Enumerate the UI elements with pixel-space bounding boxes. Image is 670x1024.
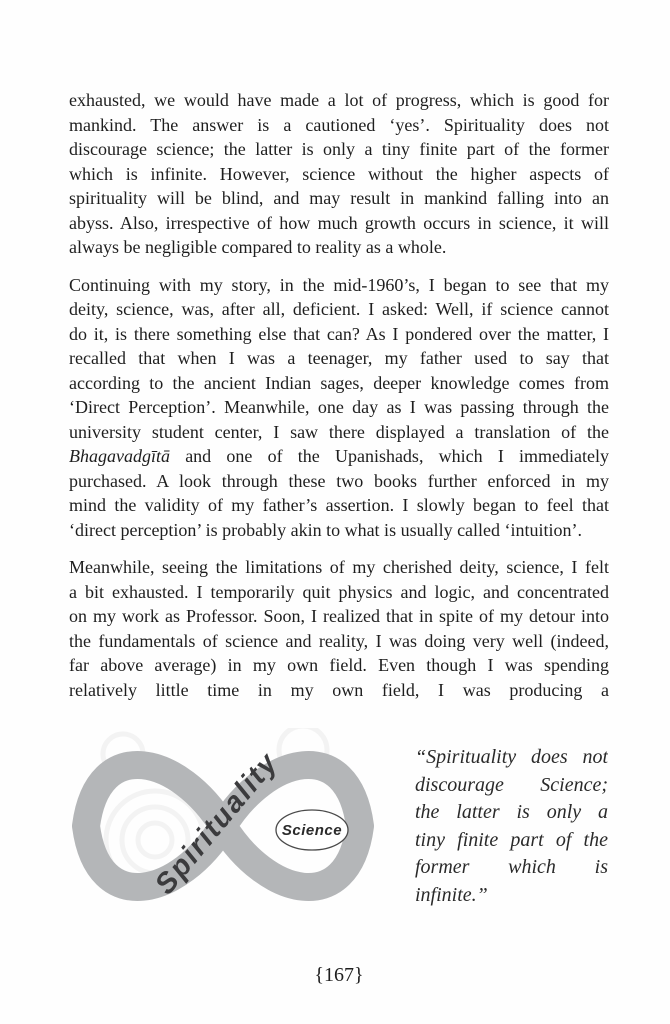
text-line: do it, is there something else that can? As I pondered over the matter, I bbox=[69, 323, 609, 344]
text-line: the fundamentals of science and reality, I was doing very well (indeed, bbox=[69, 630, 609, 651]
text-line: infinite.” bbox=[415, 883, 488, 906]
text-line: tiny finite part of the bbox=[415, 828, 608, 851]
pull-quote bbox=[415, 744, 608, 909]
text-line: deity, science, was, after all, deficient. I asked: Well, if science cannot bbox=[69, 299, 609, 319]
text-line: abyss. Also, irrespective of how much growth occurs in science, it will bbox=[69, 212, 609, 233]
text-line: ‘Direct Perception’. Meanwhile, one day as I was passing through the bbox=[69, 397, 609, 417]
paragraph bbox=[69, 555, 609, 702]
text-line: relatively little time in my own field, I was producing a bbox=[69, 679, 609, 700]
text-line: purchased. A look through these two books further enforced in my bbox=[69, 470, 609, 491]
text-line: Bhagavadgītā and one of the Upanishads, which I immediately bbox=[69, 446, 609, 466]
infinity-figure bbox=[69, 728, 609, 924]
text-line: far above average) in my own field. Even though I was spending bbox=[69, 655, 609, 675]
text-line: university student center, I saw there displayed a translation of the bbox=[69, 421, 609, 442]
text-line: former which is bbox=[415, 856, 608, 878]
text-line: always be negligible compared to reality as a whole. bbox=[69, 237, 447, 257]
text-line: recalled that when I was a teenager, my father used to say that bbox=[69, 348, 609, 368]
text-line: discourage science; the latter is only a tiny finite part of the former bbox=[69, 139, 609, 159]
text-line: a bit exhausted. I temporarily quit physics and logic, and concentrated bbox=[69, 581, 609, 602]
body-text bbox=[69, 88, 609, 702]
spirituality-label: Spirituality bbox=[148, 746, 285, 901]
text-line: on my work as Professor. Soon, I realized that in spite of my detour into bbox=[69, 606, 609, 626]
text-line: mankind. The answer is a cautioned ‘yes’. Spirituality does not bbox=[69, 114, 609, 135]
paragraph bbox=[69, 88, 609, 260]
page-number: {167} bbox=[314, 964, 364, 986]
text-line: the latter is only a bbox=[415, 801, 608, 823]
text-line: mind the validity of my father’s assertion. I slowly began to feel that bbox=[69, 495, 609, 515]
science-label: Science bbox=[281, 822, 343, 839]
text-line: spirituality will be blind, and may result in mankind falling into an bbox=[69, 188, 609, 208]
text-line: Meanwhile, seeing the limitations of my cherished deity, science, I felt bbox=[69, 557, 609, 577]
infinity-diagram bbox=[71, 728, 375, 924]
text-line: ‘direct perception’ is probably akin to what is usually called ‘intuition’. bbox=[69, 519, 583, 540]
text-line: according to the ancient Indian sages, deeper knowledge comes from bbox=[69, 372, 609, 393]
paragraph bbox=[69, 273, 609, 543]
text-line: which is infinite. However, science without the higher aspects of bbox=[69, 163, 609, 184]
text-line: exhausted, we would have made a lot of progress, which is good for bbox=[69, 90, 609, 110]
text-line: discourage Science; bbox=[415, 773, 608, 796]
watermark-circle bbox=[138, 823, 172, 857]
text-line: “Spirituality does not bbox=[415, 746, 608, 768]
text-line: Continuing with my story, in the mid-1960’s, I began to see that my bbox=[69, 274, 609, 295]
